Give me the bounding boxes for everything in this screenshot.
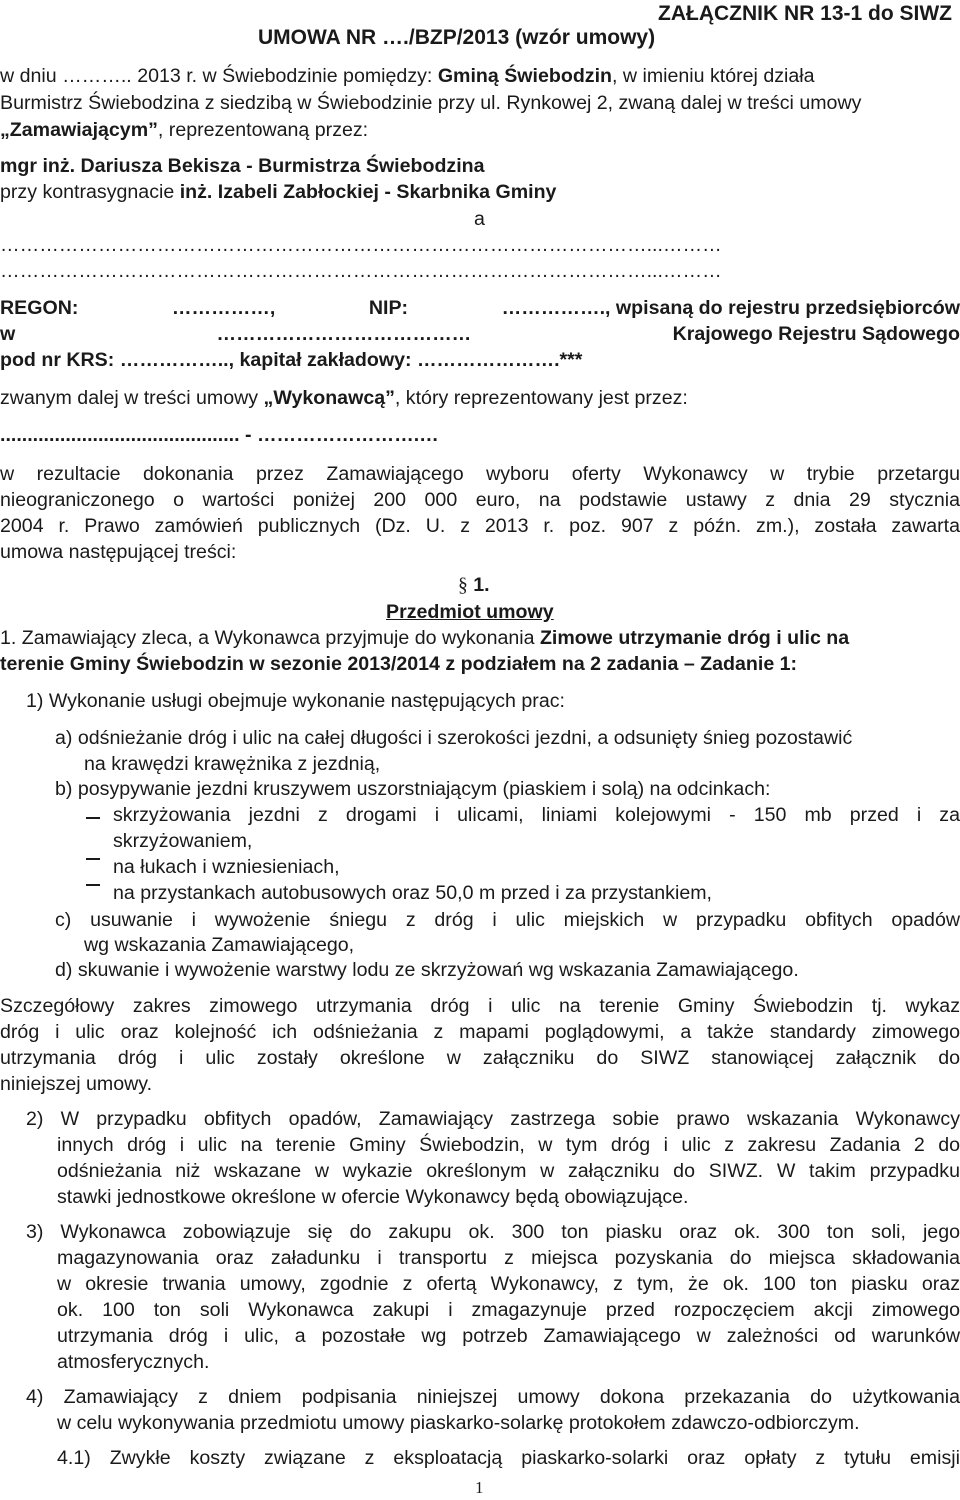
item-2-line-3: odśnieżania niż wskazane w wykazie określonym w załączniku do SIWZ. W takim przypadku xyxy=(57,1160,960,1182)
sub-item-3: na przystankach autobusowych oraz 50,0 m przed i za przystankiem, xyxy=(113,882,712,904)
item-3-line-6: atmosferycznych. xyxy=(57,1351,210,1373)
parties-line-2: Burmistrz Świebodzina z siedzibą w Świebodzinie przy ul. Rynkowej 2, zwaną dalej w treści umowy xyxy=(0,92,862,114)
item-3-line-1: 3) Wykonawca zobowiązuje się do zakupu ok. 300 ton piasku oraz ok. 300 ton soli, jego xyxy=(26,1221,960,1243)
contract-title: UMOWA NR …./BZP/2013 (wzór umowy) xyxy=(258,26,656,49)
contractor-line: zwanym dalej w treści umowy „Wykonawcą”, który reprezentowany jest przez: xyxy=(0,387,688,409)
item-1: 1) Wykonanie usługi obejmuje wykonanie następujących prac: xyxy=(26,690,565,712)
regon-line: REGON: ……………, NIP: ……………., wpisaną do rejestru przedsiębiorców xyxy=(0,297,960,319)
bullet-dash-2 xyxy=(86,858,100,860)
bullet-dash-1 xyxy=(86,817,100,819)
page-number: 1 xyxy=(475,1478,484,1497)
item-c-line-2: wg wskazania Zamawiającego, xyxy=(84,934,355,956)
treasurer-countersign: przy kontrasygnacie inż. Izabeli Zabłockiej - Skarbnika Gminy xyxy=(0,181,557,203)
section-title: Przedmiot umowy xyxy=(386,601,554,623)
parties-line-1: w dniu ……….. 2013 r. w Świebodzinie pomiędzy: Gminą Świebodzin, w imieniu której działa xyxy=(0,65,815,87)
section-number: § 1. xyxy=(458,574,490,596)
art1-line-2: terenie Gminy Świebodzin w sezonie 2013/2014 z podziałem na 2 zadania – Zadanie 1: xyxy=(0,653,798,675)
attachment-label: ZAŁĄCZNIK NR 13-1 do SIWZ xyxy=(658,2,952,25)
intro-paragraph-line-2: nieograniczonego o wartości poniżej 200 000 euro, na podstawie ustawy z dnia 29 stycznia xyxy=(0,489,960,511)
scope-paragraph-line-4: niniejszej umowy. xyxy=(0,1073,153,1095)
scope-paragraph-line-1: Szczegółowy zakres zimowego utrzymania dróg i ulic na terenie Gminy Świebodzin tj. wykaz xyxy=(0,995,960,1017)
parties-line-3: „Zamawiającym”, reprezentowaną przez: xyxy=(0,119,369,141)
contractor-representative-blank: ............................................ - …………………….… xyxy=(0,424,439,446)
item-2-line-1: 2) W przypadku obfitych opadów, Zamawiający zastrzega sobie prawo wskazania Wykonawcy xyxy=(26,1108,960,1130)
conjunction-a: a xyxy=(474,208,485,230)
item-c-line-1: c) usuwanie i wywożenie śniegu z dróg i ulic miejskich w przypadku obfitych opadów xyxy=(55,909,960,931)
blank-line-1: ………………………………………………………………………………………...……… xyxy=(0,236,722,256)
item-4-line-1: 4) Zamawiający z dniem podpisania niniejszej umowy dokona przekazania do użytkowania xyxy=(26,1386,960,1408)
item-3-line-5: utrzymania dróg i ulic, a pozostałe wg potrzeb Zamawiającego w zależności od warunków xyxy=(57,1325,960,1347)
item-3-line-3: w okresie trwania umowy, zgodnie z ofertą Wykonawcy, z tym, że ok. 100 ton piasku oraz xyxy=(57,1273,960,1295)
scope-paragraph-line-2: dróg i ulic oraz kolejność ich odśnieżania z mapami poglądowymi, a także standardy zimowego xyxy=(0,1021,960,1043)
registry-line: w ………………………………… Krajowego Rejestru Sądowego xyxy=(0,323,960,345)
blank-line-2: ………………………………………………………………………………………...……… xyxy=(0,262,722,282)
item-a-line-1: a) odśnieżanie dróg i ulic na całej długości i szerokości jezdni, a odsunięty śnieg pozostawić xyxy=(55,727,853,749)
intro-paragraph-line-3: 2004 r. Prawo zamówień publicznych (Dz. U. z 2013 r. poz. 907 z późn. zm.), została zawarta xyxy=(0,515,960,537)
mayor-representative: mgr inż. Dariusza Bekisza - Burmistrza Świebodzina xyxy=(0,155,485,177)
item-2-line-2: innych dróg i ulic na terenie Gminy Świebodzin, w tym dróg i ulic z zakresu Zadania 2 do xyxy=(57,1134,960,1156)
item-a-line-2: na krawędzi krawężnika z jezdnią, xyxy=(84,753,381,775)
sub-item-1-line-2: skrzyżowaniem, xyxy=(113,830,253,852)
item-3-line-2: magazynowania oraz załadunku i transportu z miejsca pozyskania do miejsca składowania xyxy=(57,1247,960,1269)
item-d: d) skuwanie i wywożenie warstwy lodu ze skrzyżowań wg wskazania Zamawiającego. xyxy=(55,959,799,981)
intro-paragraph-line-1: w rezultacie dokonania przez Zamawiającego wyboru oferty Wykonawcy w trybie przetargu xyxy=(0,463,960,485)
intro-paragraph-line-4: umowa następującej treści: xyxy=(0,541,237,563)
item-4-1: 4.1) Zwykłe koszty związane z eksploatacją piaskarko-solarki oraz opłaty z tytułu emisji xyxy=(57,1447,960,1469)
scope-paragraph-line-3: utrzymania dróg i ulic zostały określone w załączniku do SIWZ stanowiącej załącznik do xyxy=(0,1047,960,1069)
bullet-dash-3 xyxy=(86,884,100,886)
item-2-line-4: stawki jednostkowe określone w ofercie Wykonawcy będą obowiązujące. xyxy=(57,1186,689,1208)
sub-item-2: na łukach i wzniesieniach, xyxy=(113,856,340,878)
sub-item-1-line-1: skrzyżowania jezdni z drogami i ulicami, liniami kolejowymi - 150 mb przed i za xyxy=(113,804,960,826)
section-sign-icon: § xyxy=(458,575,468,596)
art1-line-1: 1. Zamawiający zleca, a Wykonawca przyjmuje do wykonania Zimowe utrzymanie dróg i ulic na xyxy=(0,627,850,649)
item-3-line-4: ok. 100 ton soli Wykonawca zakupi i zmagazynuje przed rozpoczęciem akcji zimowego xyxy=(57,1299,960,1321)
item-b: b) posypywanie jezdni kruszywem uszorstniającym (piaskiem i solą) na odcinkach: xyxy=(55,778,771,800)
krs-line: pod nr KRS: …………….., kapitał zakładowy: ………………….*** xyxy=(0,349,583,371)
item-4-line-2: w celu wykonywania przedmiotu umowy piaskarko-solarkę protokołem zdawczo-odbiorczym. xyxy=(57,1412,860,1434)
